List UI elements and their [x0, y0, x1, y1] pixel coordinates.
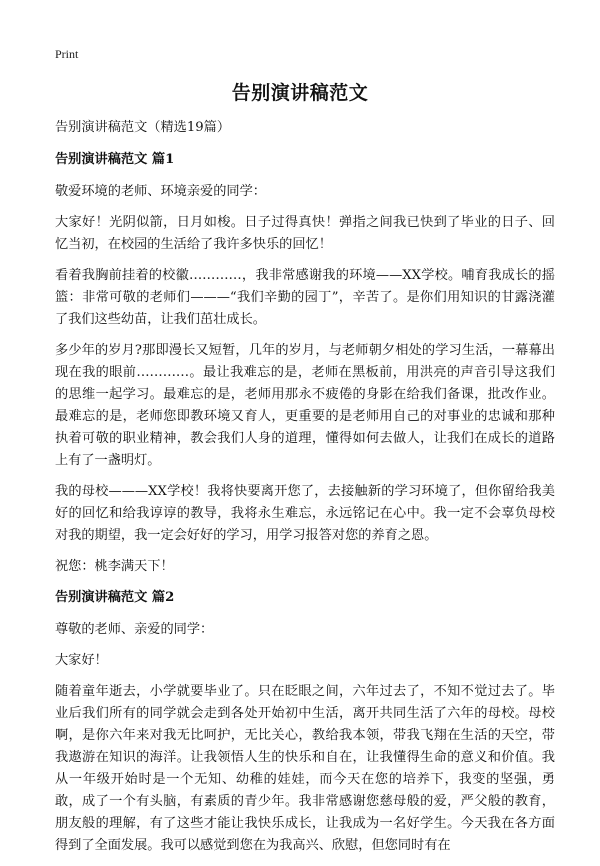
paragraph: 看着我胸前挂着的校徽…………，我非常感谢我的环境——XX学校。哺育我成长的摇篮：非常可敬的老师们———“我们辛勤的园丁”，辛苦了。是你们用知识的甘露浇灌了我们这些幼苗，让我们茁壮成长。	[55, 268, 555, 327]
salutation: 尊敬的老师、亲爱的同学：	[55, 622, 214, 637]
paragraph: 大家好！光阴似箭，日月如梭。日子过得真快！弹指之间我已快到了毕业的日子、回忆当初，在校园的生活给了我许多快乐的回忆！	[55, 215, 555, 252]
greeting: 大家好！	[55, 653, 108, 668]
document-title: 告别演讲稿范文	[231, 82, 369, 104]
section-1	[55, 149, 555, 578]
document-subtitle: 告别演讲稿范文（精选19篇）	[55, 120, 231, 135]
section-heading: 告别演讲稿范文 篇1	[55, 152, 175, 167]
salutation: 敬爱环境的老师、环境亲爱的同学：	[55, 184, 266, 199]
document-body	[55, 117, 555, 866]
closing: 祝您：桃李满天下！	[55, 559, 174, 574]
section-2	[55, 587, 555, 857]
section-heading: 告别演讲稿范文 篇2	[55, 590, 175, 605]
print-label: Print	[55, 47, 79, 61]
paragraph: 我的母校———XX学校！我将快要离开您了，去接触新的学习环境了，但你留给我美好的回忆和给我谆谆的教导，我将永生难忘，永远铭记在心中。我一定不会辜负母校对我的期望，我一定会好好的学习，用学习报答对您的养育之恩。	[55, 484, 555, 543]
paragraph: 多少年的岁月?那即漫长又短暂，几年的岁月，与老师朝夕相处的学习生活，一幕幕出现在我的眼前…………。最让我难忘的是，老师在黑板前，用洪亮的声音引导这我们的思维一起学习。最难忘的是，老师用那永不疲倦的身影在给我们备课，批改作业。最难忘的是，老师您即教环境又育人，更重要的是老师用自己的对事业的忠诚和那种执着可敬的职业精神，教会我们人身的道理，懂得如何去做人，让我们在成长的道路上有了一盏明灯。	[55, 343, 555, 468]
paragraph: 随着童年逝去，小学就要毕业了。只在眨眼之间，六年过去了，不知不觉过去了。毕业后我们所有的同学就会走到各处开始初中生活，离开共同生活了六年的母校。母校啊，是你六年来对我无比呵护，无比关心，教给我本领，带我飞翔在生活的天空，带我遨游在知识的海洋。让我领悟人生的快乐和自在，让我懂得生命的意义和价值。我从一年级开始时是一个无知、幼稚的娃娃，而今天在您的培养下，我变的坚强，勇敢，成了一个有头脑，有素质的青少年。我非常感谢您慈母般的爱，严父般的教育，朋友般的理解，有了这些才能让我快乐成长，让我成为一名好学生。今天我在各方面得到了全面发展。我可以感觉到您在为我高兴、欣慰，但您同时有在	[55, 684, 555, 853]
